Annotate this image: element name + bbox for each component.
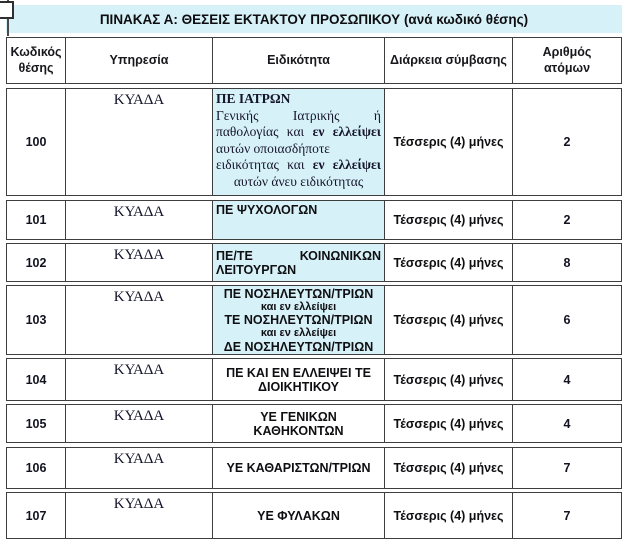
table-row (6, 492, 622, 539)
specialty-line: και εν ελλείψει (260, 300, 337, 313)
cell-service: ΚΥΑΔΑ (66, 89, 213, 195)
specialty-line (216, 124, 381, 141)
personnel-positions-table (6, 5, 622, 539)
cell-specialty: ΥΕ ΚΑΘΑΡΙΣΤΩΝ/ΤΡΙΩΝ (213, 448, 385, 488)
cell-specialty (213, 286, 385, 354)
specialty-line: αυτών οποιασδήποτε (216, 140, 330, 156)
header-duration-label: Διάρκεια σύμβασης (390, 52, 507, 67)
table-title: ΠΙΝΑΚΑΣ Α: ΘΕΣΕΙΣ ΕΚΤΑΚΤΟΥ ΠΡΟΣΩΠΙΚΟΥ (ανά κωδικό θέσης) (6, 5, 622, 33)
header-service-label: Υπηρεσία (109, 52, 169, 67)
cell-count: 2 (563, 213, 571, 227)
cell-code: 106 (7, 448, 66, 488)
header-count (513, 38, 621, 83)
cell-duration: Τέσσερις (4) μήνες (385, 448, 513, 488)
cell-code: 104 (7, 359, 66, 400)
cell-code: 103 (7, 286, 66, 354)
table-row (6, 243, 622, 282)
cell-code: 100 (7, 89, 66, 195)
cell-service: ΚΥΑΔΑ (66, 405, 213, 442)
header-service (66, 38, 213, 83)
cell-count: 8 (563, 255, 571, 270)
specialty-line: ΤΕ ΝΟΣΗΛΕΥΤΩΝ/ΤΡΙΩΝ (224, 313, 373, 327)
cell-service: ΚΥΑΔΑ (66, 359, 213, 400)
cell-specialty: ΥΕ ΦΥΛΑΚΩΝ (213, 493, 385, 538)
table-row (6, 285, 622, 355)
specialty-text: ειδικότητας και (216, 157, 313, 172)
cell-code: 107 (7, 493, 66, 538)
table-row (6, 358, 622, 401)
cell-specialty (213, 89, 385, 195)
header-code (7, 38, 66, 83)
specialty-line: Γενικής Ιατρικής ή (216, 107, 381, 123)
cell-specialty: ΥΕ ΓΕΝΙΚΩΝ ΚΑΘΗΚΟΝΤΩΝ (213, 405, 385, 442)
cell-service: ΚΥΑΔΑ (66, 201, 213, 239)
cell-specialty (213, 359, 385, 400)
table-header-row (6, 37, 622, 84)
cell-duration: Τέσσερις (4) μήνες (385, 493, 513, 538)
cell-duration: Τέσσερις (4) μήνες (385, 201, 513, 239)
cell-count: 6 (563, 313, 571, 327)
header-specialty-label: Ειδικότητα (267, 52, 330, 67)
cell-duration: Τέσσερις (4) μήνες (385, 359, 513, 400)
specialty-text: ΠΕ ΚΑΙ ΕΝ ΕΛΛΕΙΨΕΙ ΤΕ ΔΙΟΙΚΗΤΙΚΟΥ (226, 365, 371, 394)
header-count-label: Αριθμός ατόμων (542, 44, 592, 75)
cell-code: 105 (7, 405, 66, 442)
header-specialty (213, 38, 385, 83)
cell-specialty (213, 244, 385, 281)
table-row (6, 88, 622, 196)
cell-service: ΚΥΑΔΑ (66, 493, 213, 538)
cell-duration: Τέσσερις (4) μήνες (385, 286, 513, 354)
cell-specialty: ΠΕ ΨΥΧΟΛΟΓΩΝ (213, 201, 385, 239)
header-duration (385, 38, 513, 83)
cell-count: 7 (563, 508, 571, 523)
specialty-text: ΠΕ/ΤΕ ΚΟΙΝΩΝΙΚΩΝ ΛΕΙΤΟΥΡΓΩΝ (216, 248, 381, 277)
cell-code: 102 (7, 244, 66, 281)
cell-count: 7 (563, 461, 571, 475)
table-row (6, 404, 622, 443)
specialty-line: και εν ελλείψει (260, 327, 337, 339)
table-row (6, 200, 622, 240)
table-anchor-handle (0, 1, 14, 19)
cell-duration: Τέσσερις (4) μήνες (385, 244, 513, 281)
cell-duration: Τέσσερις (4) μήνες (385, 89, 513, 195)
specialty-title: ΠΕ ΙΑΤΡΩΝ (216, 91, 291, 106)
header-code-label: Κωδικός θέσης (10, 44, 62, 75)
specialty-bold-text: εν ελλείψει (312, 124, 381, 139)
cell-duration: Τέσσερις (4) μήνες (385, 405, 513, 442)
specialty-line: ΔΕ ΝΟΣΗΛΕΥΤΩΝ/ΤΡΙΩΝ (223, 339, 374, 354)
cell-service: ΚΥΑΔΑ (66, 244, 213, 281)
table-row (6, 447, 622, 489)
specialty-line (216, 157, 381, 174)
specialty-line: ΠΕ ΝΟΣΗΛΕΥΤΩΝ/ΤΡΙΩΝ (223, 286, 374, 301)
cell-code: 101 (7, 201, 66, 239)
cell-count: 4 (563, 416, 571, 431)
specialty-line: αυτών άνευ ειδικότητας (233, 173, 364, 189)
cell-count: 2 (563, 135, 571, 149)
cell-count: 4 (563, 372, 571, 387)
cell-service: ΚΥΑΔΑ (66, 286, 213, 354)
cell-service: ΚΥΑΔΑ (66, 448, 213, 488)
specialty-text: παθολογίας και (216, 124, 313, 139)
specialty-bold-text: εν ελλείψει (312, 157, 381, 172)
